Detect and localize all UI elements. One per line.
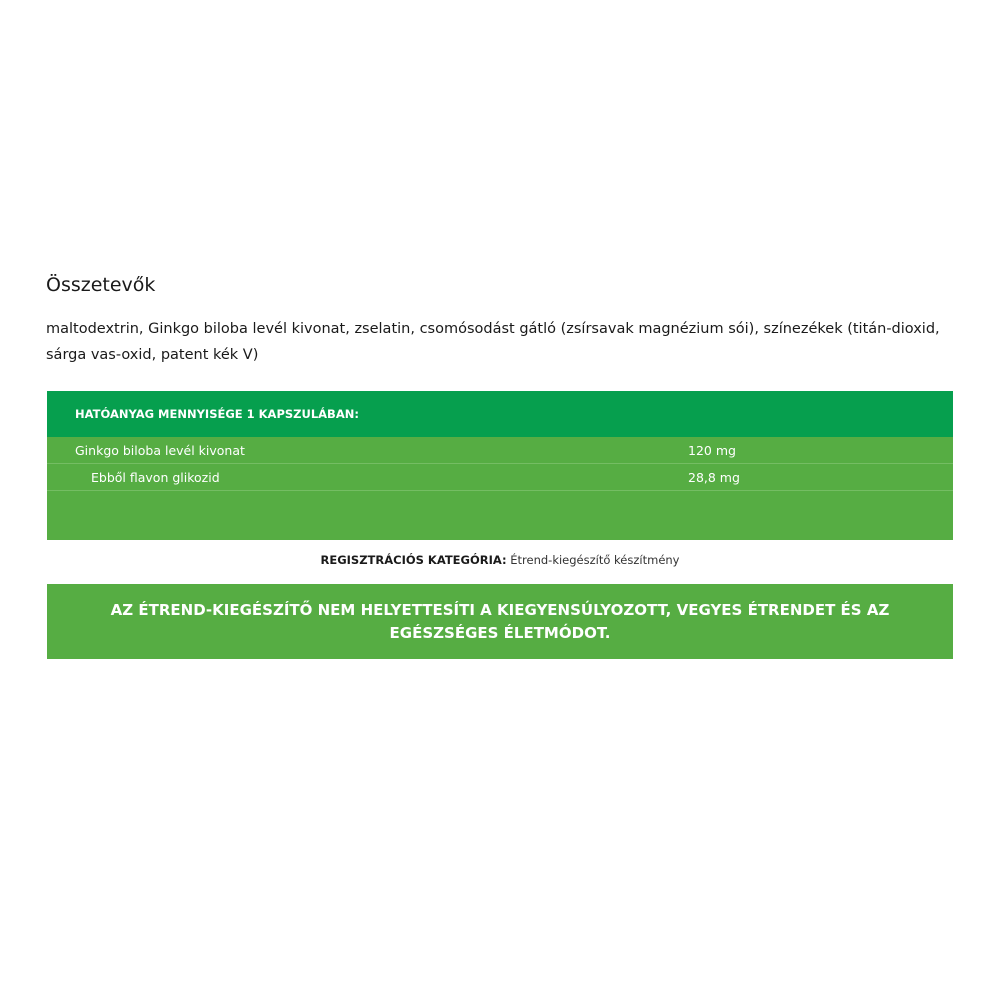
table-header: HATÓANYAG MENNYISÉGE 1 KAPSZULÁBAN: bbox=[47, 391, 953, 437]
ingredients-text: maltodextrin, Ginkgo biloba levél kivonat, zselatin, csomósodást gátló (zsírsavak magnézium sói), színezékek (titán-dioxid, sárga vas-oxid, patent kék V) bbox=[46, 321, 940, 363]
registration-label: REGISZTRÁCIÓS KATEGÓRIA: bbox=[320, 553, 507, 567]
ingredients-title: Összetevők bbox=[46, 274, 156, 296]
table-row bbox=[47, 464, 953, 491]
table-cell-name: Ginkgo biloba levél kivonat bbox=[75, 443, 245, 458]
table-cell-name: Ebből flavon glikozid bbox=[91, 470, 220, 485]
registration-category bbox=[0, 553, 1000, 567]
table-row bbox=[47, 437, 953, 464]
table-cell-value: 28,8 mg bbox=[688, 470, 740, 485]
supplement-warning-banner: AZ ÉTREND-KIEGÉSZÍTŐ NEM HELYETTESÍTI A KIEGYENSÚLYOZOTT, VEGYES ÉTRENDET ÉS AZ EGÉSZSÉGES ÉLETMÓDOT. bbox=[47, 584, 953, 659]
table-cell-value: 120 mg bbox=[688, 443, 736, 458]
active-ingredients-table bbox=[47, 391, 953, 540]
registration-value: Étrend-kiegészítő készítmény bbox=[510, 553, 680, 567]
